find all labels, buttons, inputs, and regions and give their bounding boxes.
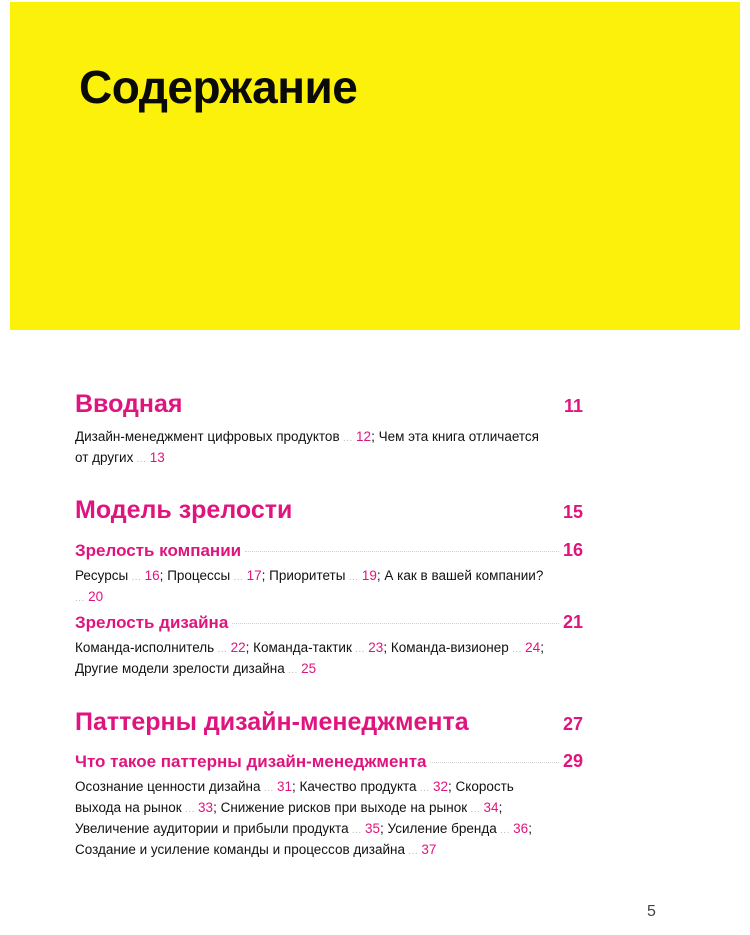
section-title: Паттерны дизайн-менеджмента [75, 708, 469, 736]
section-title: Модель зрелости [75, 496, 293, 524]
entry-list [75, 638, 545, 680]
dot-leader [430, 762, 558, 763]
toc-entry[interactable]: Процессы ... 17; [167, 568, 270, 583]
section-page-number: 27 [562, 714, 583, 734]
toc-entry[interactable]: Увеличение аудитории и прибыли продукта ... 35; [75, 821, 388, 836]
toc-entry[interactable]: Ресурсы ... 16; [75, 568, 168, 583]
entry-list [75, 427, 545, 469]
toc-subsection-design-maturity[interactable] [75, 612, 583, 633]
subsection-page-number: 29 [562, 751, 583, 771]
subsection-page-number: 16 [562, 540, 583, 560]
toc-entry[interactable]: Дизайн-менеджмент цифровых продуктов ... 12; [75, 429, 379, 444]
dot-leader [232, 623, 559, 624]
subsection-title: Что такое паттерны дизайн-менеджмента [75, 752, 427, 771]
subsection-title: Зрелость дизайна [75, 613, 229, 632]
toc-subsection-company-maturity[interactable] [75, 540, 583, 561]
page-number: 5 [647, 903, 656, 920]
section-page-number: 15 [562, 502, 583, 522]
toc-entry[interactable]: Другие модели зрелости дизайна ... 25 [75, 661, 317, 676]
toc-entry[interactable]: Команда-визионер ... 24; [390, 640, 544, 655]
toc-entry[interactable]: Чем эта книга отличается от других ... 13 [75, 429, 539, 465]
toc-entry[interactable]: Осознание ценности дизайна ... 31; [75, 779, 300, 794]
dot-leader [245, 551, 559, 552]
toc-entry[interactable]: Скорость выхода на рынок ... 33; [75, 779, 514, 815]
toc-section-intro[interactable] [75, 390, 583, 419]
toc-section-patterns[interactable] [75, 708, 583, 737]
title-banner [10, 2, 740, 330]
toc-entry[interactable]: Снижение рисков при выходе на рынок ... 34; [220, 800, 503, 815]
entry-list [75, 777, 545, 861]
entry-list [75, 566, 545, 608]
toc-entry[interactable]: Команда-исполнитель ... 22; [75, 640, 254, 655]
section-page-number: 11 [563, 396, 583, 416]
page-title: Содержание [79, 61, 358, 113]
toc-section-maturity-model[interactable] [75, 496, 583, 525]
toc-entry[interactable]: Качество продукта ... 32; [299, 779, 456, 794]
toc-entry[interactable]: Команда-тактик ... 23; [253, 640, 391, 655]
subsection-title: Зрелость компании [75, 541, 242, 560]
toc-entry[interactable]: Приоритеты ... 19; [269, 568, 385, 583]
section-title: Вводная [75, 390, 183, 418]
toc-entry[interactable]: Создание и усиление команды и процессов дизайна ... 37 [75, 842, 437, 857]
toc-entry[interactable]: Усиление бренда ... 36; [387, 821, 532, 836]
subsection-page-number: 21 [562, 612, 583, 632]
toc-entry[interactable]: А как в вашей компании? ... 20 [75, 568, 544, 604]
toc-subsection-what-are-patterns[interactable] [75, 751, 583, 772]
